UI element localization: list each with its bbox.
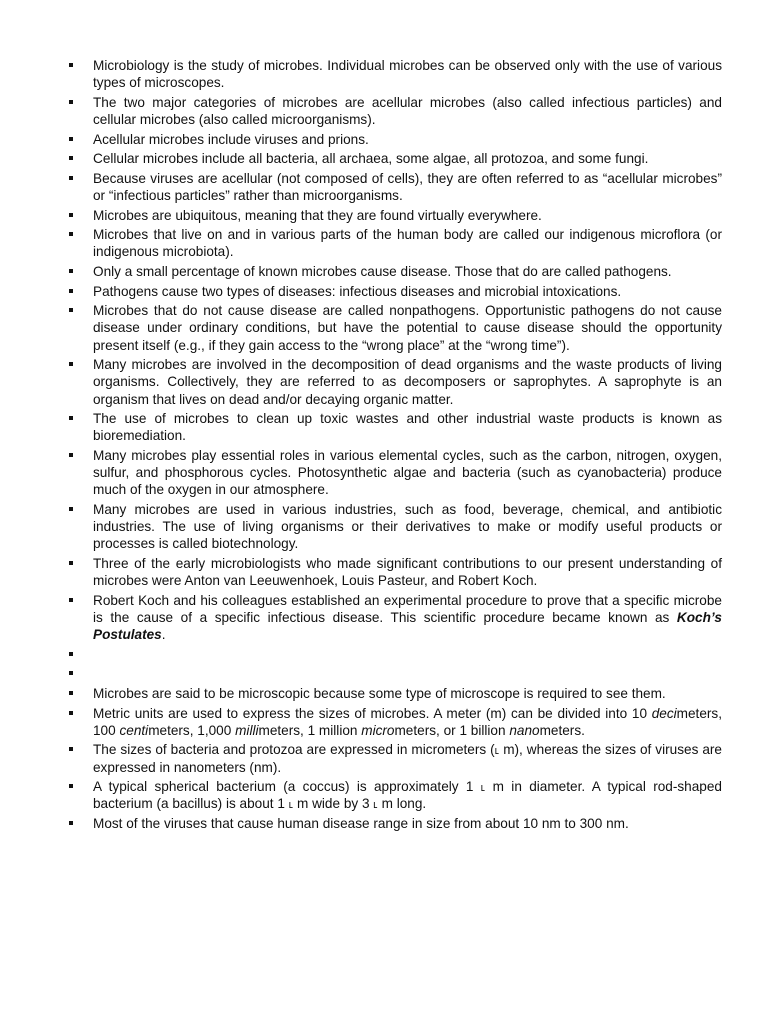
bullet-square-icon — [69, 691, 73, 695]
empty-list-item — [68, 646, 722, 663]
bullet-square-icon — [69, 213, 73, 217]
list-item-metric: Metric units are used to express the sizes of microbes. A meter (m) can be divided into 10 decimeters, 100 centimeters, 1,000 millimeters, 1 million micrometers, or 1 billion nanometers. — [68, 705, 722, 739]
bullet-square-icon — [69, 63, 73, 67]
bullet-square-icon — [69, 507, 73, 511]
bullet-square-icon — [69, 416, 73, 420]
bullet-square-icon — [69, 232, 73, 236]
bullet-square-icon — [69, 671, 73, 675]
bullet-square-icon — [69, 176, 73, 180]
bullet-square-icon — [69, 711, 73, 715]
list-item: Microbes are ubiquitous, meaning that they are found virtually everywhere. — [68, 207, 722, 224]
bullet-square-icon — [69, 561, 73, 565]
list-item-koch: Robert Koch and his colleagues established an experimental procedure to prove that a specific microbe is the cause of a specific infectious disease. This scientific procedure became known as Koch’s Postulates. — [68, 592, 722, 644]
bullet-list — [68, 57, 722, 834]
list-item: Three of the early microbiologists who made significant contributions to our present understanding of microbes were Anton van Leeuwenhoek, Louis Pasteur, and Robert Koch. — [68, 555, 722, 589]
list-item: The two major categories of microbes are acellular microbes (also called infectious particles) and cellular microbes (also called microorganisms). — [68, 94, 722, 128]
bullet-square-icon — [69, 308, 73, 312]
bullet-square-icon — [69, 289, 73, 293]
empty-list-item — [68, 665, 722, 682]
bullet-square-icon — [69, 453, 73, 457]
bullet-square-icon — [69, 784, 73, 788]
list-item: Many microbes play essential roles in various elemental cycles, such as the carbon, nitrogen, oxygen, sulfur, and phosphorous cycles. Photosynthetic algae and bacteria (such as cyanobacteria) produce much of the oxygen in our atmosphere. — [68, 447, 722, 499]
bullet-square-icon — [69, 269, 73, 273]
bullet-square-icon — [69, 100, 73, 104]
kochs-postulates-term: Koch’s Postulates — [93, 609, 722, 643]
list-item: Cellular microbes include all bacteria, all archaea, some algae, all protozoa, and some fungi. — [68, 150, 722, 167]
list-item: Many microbes are used in various industries, such as food, beverage, chemical, and antibiotic industries. The use of living organisms or their derivatives to make or modify useful products or processes is called biotechnology. — [68, 501, 722, 553]
list-item: The use of microbes to clean up toxic wastes and other industrial waste products is known as bioremediation. — [68, 410, 722, 444]
list-item: Most of the viruses that cause human disease range in size from about 10 nm to 300 nm. — [68, 815, 722, 832]
bullet-square-icon — [69, 821, 73, 825]
bullet-square-icon — [69, 362, 73, 366]
list-item: Because viruses are acellular (not composed of cells), they are often referred to as “acellular microbes” or “infectious particles” rather than microorganisms. — [68, 170, 722, 204]
list-item: Microbes are said to be microscopic because some type of microscope is required to see them. — [68, 685, 722, 702]
list-item: Microbiology is the study of microbes. Individual microbes can be observed only with the use of various types of microscopes. — [68, 57, 722, 91]
bullet-square-icon — [69, 652, 73, 656]
bullet-square-icon — [69, 156, 73, 160]
list-item: Acellular microbes include viruses and prions. — [68, 131, 722, 148]
list-item: Pathogens cause two types of diseases: infectious diseases and microbial intoxications. — [68, 283, 722, 300]
list-item: Microbes that live on and in various parts of the human body are called our indigenous microflora (or indigenous microbiota). — [68, 226, 722, 260]
list-item: The sizes of bacteria and protozoa are expressed in micrometers (˪ m), whereas the sizes of viruses are expressed in nanometers (nm). — [68, 741, 722, 775]
bullet-square-icon — [69, 747, 73, 751]
list-item: Only a small percentage of known microbes cause disease. Those that do are called pathogens. — [68, 263, 722, 280]
list-item: Many microbes are involved in the decomposition of dead organisms and the waste products of living organisms. Collectively, they are referred to as decomposers or saprophytes. A saprophyte is an organism that lives on dead and/or decaying organic matter. — [68, 356, 722, 408]
list-item: A typical spherical bacterium (a coccus) is approximately 1 ˪ m in diameter. A typical rod-shaped bacterium (a bacillus) is about 1 ˪ m wide by 3 ˪ m long. — [68, 778, 722, 812]
bullet-square-icon — [69, 598, 73, 602]
list-item: Microbes that do not cause disease are called nonpathogens. Opportunistic pathogens do not cause disease under ordinary conditions, but have the potential to cause disease should the opportunity present itself (e.g., if they gain access to the “wrong place” at the “wrong time”). — [68, 302, 722, 354]
bullet-square-icon — [69, 137, 73, 141]
